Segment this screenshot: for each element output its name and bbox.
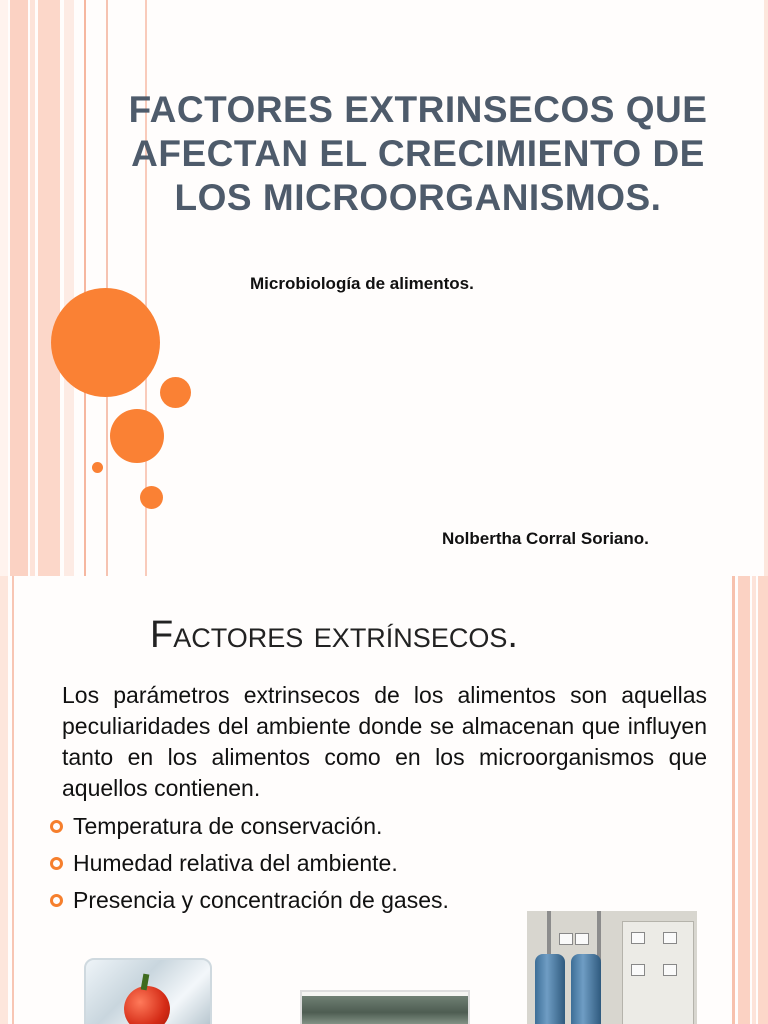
bullet-text: Temperatura de conservación. [73,813,383,839]
decorative-stripe [738,576,750,1024]
tank-shape [535,954,565,1024]
decorative-circle [110,409,164,463]
tomato-in-ice-image [84,958,212,1024]
decorative-stripe [30,0,35,576]
decorative-stripe [12,576,14,1024]
bullet-item [50,882,449,919]
decorative-circle [140,486,163,509]
bullet-text: Presencia y concentración de gases. [73,887,449,913]
decorative-stripe [758,576,768,1024]
bullet-circle-icon [50,894,63,907]
panel-switch-shape [631,932,645,944]
decorative-circle [160,377,191,408]
gas-equipment-image [527,911,697,1024]
control-cabinet-shape [622,921,694,1024]
bullet-item [50,845,449,882]
slide-paragraph: Los parámetros extrinsecos de los alimentos son aquellas peculiaridades del ambiente donde se almacenan que influyen tanto en los alimentos como en los microorganismos que aquellos contienen. [62,682,707,801]
panel-switch-shape [631,964,645,976]
tomato-shape [124,986,170,1024]
decorative-stripe [732,576,735,1024]
decorative-circle [92,462,103,473]
bullet-list [50,808,449,919]
panel-switch-shape [663,964,677,976]
bullet-circle-icon [50,820,63,833]
decorative-stripe [752,576,756,1024]
content-slide [0,576,768,1024]
decorative-stripe [0,0,8,576]
gauge-shape [575,933,589,945]
bullet-circle-icon [50,857,63,870]
food-processing-machine-image [300,990,470,1024]
decorative-stripe [0,576,8,1024]
title-line: AFECTAN EL CRECIMIENTO DE [131,133,705,174]
slide-title: Factores extrínsecos. [150,614,518,656]
title-line: FACTORES EXTRINSECOS QUE [128,89,708,130]
decorative-circle-large [51,288,160,397]
pipe-shape [597,911,601,961]
decorative-stripe [84,0,86,576]
decorative-stripe [38,0,60,576]
slide-subtitle: Microbiología de alimentos. [250,274,474,293]
title-line: LOS MICROORGANISMOS. [174,177,662,218]
author-name: Nolbertha Corral Soriano. [442,529,649,548]
panel-switch-shape [663,932,677,944]
gauge-shape [559,933,573,945]
decorative-stripe [10,0,28,576]
decorative-stripe [64,0,74,576]
tank-shape [571,954,601,1024]
slide-title [118,88,718,220]
decorative-stripe [764,0,768,576]
bullet-text: Humedad relativa del ambiente. [73,850,398,876]
bullet-item [50,808,449,845]
